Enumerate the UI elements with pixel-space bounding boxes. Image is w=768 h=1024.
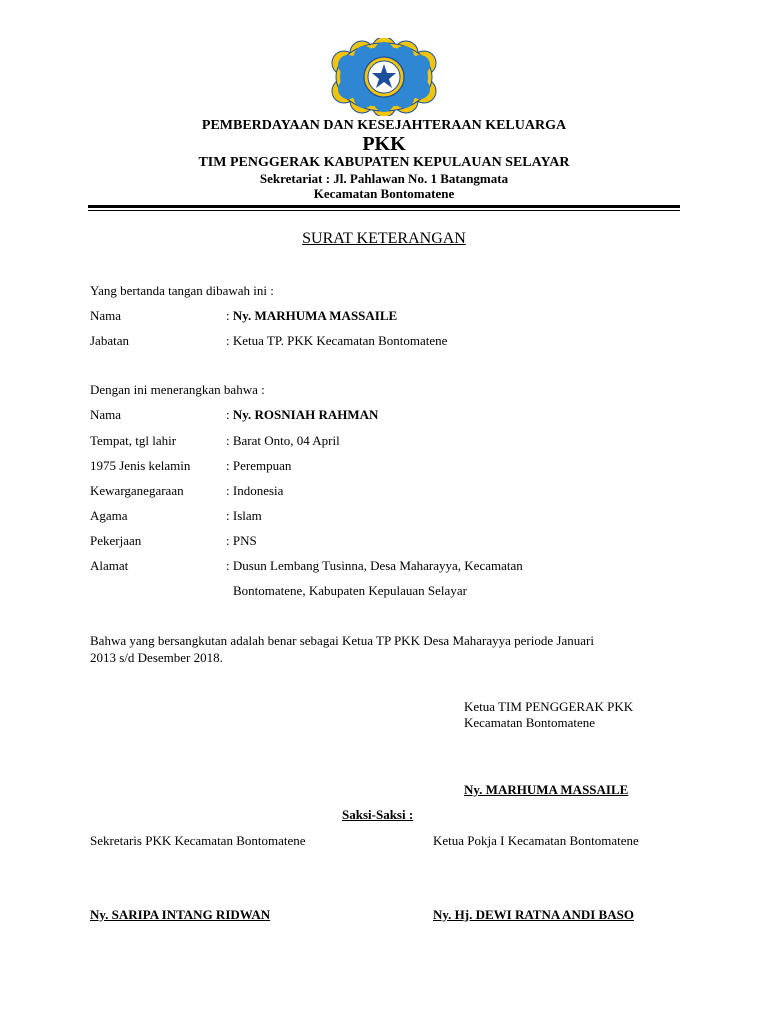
signature-name: Ny. MARHUMA MASSAILE xyxy=(464,782,629,797)
signature-title-line2: Kecamatan Bontomatene xyxy=(464,715,596,730)
header-divider-thick xyxy=(88,205,680,208)
signer-name-value: : Ny. MARHUMA MASSAILE xyxy=(226,308,398,323)
district-name: Kecamatan Bontomatene xyxy=(313,186,455,201)
signer-position-label: Jabatan xyxy=(90,333,129,348)
witness-left-title: Sekretaris PKK Kecamatan Bontomatene xyxy=(90,833,306,848)
witness-left-name: Ny. SARIPA INTANG RIDWAN xyxy=(90,907,271,922)
pkk-emblem-icon xyxy=(328,38,440,116)
subject-address-line2: Bontomatene, Kabupaten Kepulauan Selayar xyxy=(233,583,467,598)
secretariat-address: Sekretariat : Jl. Pahlawan No. 1 Batangmata xyxy=(259,171,509,186)
subject-birth-label: Tempat, tgl lahir xyxy=(90,433,177,448)
subject-name-value: : Ny. ROSNIAH RAHMAN xyxy=(226,407,379,422)
subject-job-label: Pekerjaan xyxy=(90,533,142,548)
subject-religion-label: Agama xyxy=(90,508,128,523)
subject-name-label: Nama xyxy=(90,407,122,422)
subject-religion-value: : Islam xyxy=(226,508,262,523)
subject-gender-label: 1975 Jenis kelamin xyxy=(90,458,191,473)
subject-birth-value: : Barat Onto, 04 April xyxy=(226,433,340,448)
witness-right-name: Ny. Hj. DEWI RATNA ANDI BASO xyxy=(433,907,634,922)
org-abbreviation: PKK xyxy=(362,133,406,155)
subject-address-label: Alamat xyxy=(90,558,129,573)
signer-intro: Yang bertanda tangan dibawah ini : xyxy=(90,283,274,298)
signer-name-label: Nama xyxy=(90,308,122,323)
header-divider-thin xyxy=(88,210,680,211)
subject-address-line1: : Dusun Lembang Tusinna, Desa Maharayya, Kecamatan xyxy=(226,558,523,573)
witnesses-heading: Saksi-Saksi : xyxy=(342,807,414,822)
subject-gender-value: : Perempuan xyxy=(226,458,292,473)
signature-title-line1: Ketua TIM PENGGERAK PKK xyxy=(464,699,634,714)
subject-citizenship-value: : Indonesia xyxy=(226,483,284,498)
subject-job-value: : PNS xyxy=(226,533,257,548)
document-title: SURAT KETERANGAN xyxy=(302,230,466,247)
witness-right-title: Ketua Pokja I Kecamatan Bontomatene xyxy=(433,833,639,848)
statement-line1: Bahwa yang bersangkutan adalah benar sebagai Ketua TP PKK Desa Maharayya periode Januari xyxy=(90,633,594,648)
subject-intro: Dengan ini menerangkan bahwa : xyxy=(90,382,265,397)
signer-position-value: : Ketua TP. PKK Kecamatan Bontomatene xyxy=(226,333,448,348)
org-full-name: PEMBERDAYAAN DAN KESEJAHTERAAN KELUARGA xyxy=(201,118,567,133)
subject-citizenship-label: Kewarganegaraan xyxy=(90,483,184,498)
team-name: TIM PENGGERAK KABUPATEN KEPULAUAN SELAYAR xyxy=(198,155,570,170)
statement-line2: 2013 s/d Desember 2018. xyxy=(90,650,223,665)
